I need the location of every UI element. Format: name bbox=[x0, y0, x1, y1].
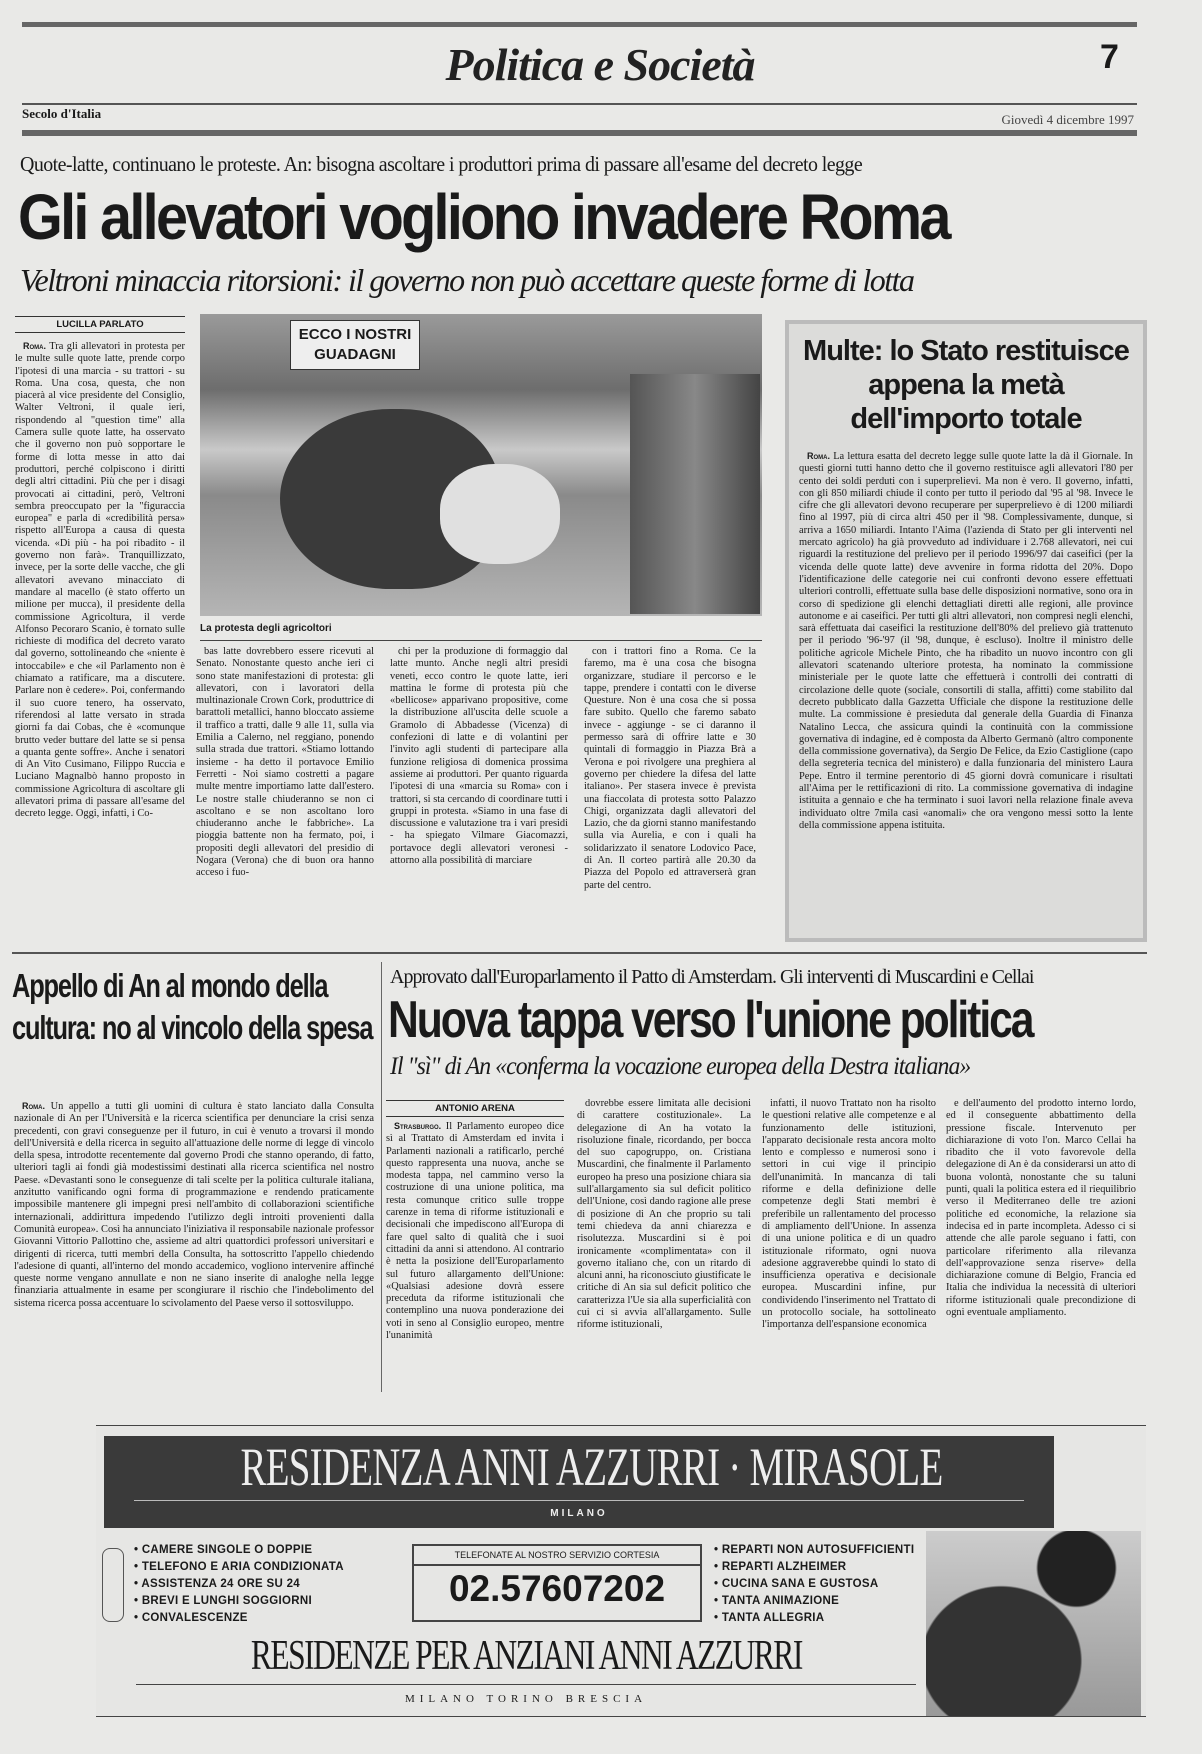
ad-phone-label: TELEFONATE AL NOSTRO SERVIZIO CORTESIA bbox=[414, 1546, 700, 1566]
page-number: 7 bbox=[1100, 38, 1119, 76]
europa-column-3: infatti, il nuovo Trattato non ha risolto le questioni relative alle competenze e al funzionamento delle istituzioni, l'apparato decisionale resta ancora molto lento e complesso e numerosi sono i settori in cui vige il principio dell'unanimità. In mancanza di tali riforme e della definizione delle competenze degli Stati membri è preferibile un rallentamento del processo di ampliamento dell'Unione. In assenza di una unione politica e di un quadro istituzionale riformato, ogni nuova adesione aggraverebbe quindi lo stato di insufficienza operativa e decisionale europea. Muscardini infine, pur condividendo l'inserimento nel Trattato di un protocollo sociale, ha sottolineato l'importanza dell'espansione economica bbox=[762, 1098, 936, 1331]
cow-patch bbox=[440, 464, 560, 564]
ad-item: • ASSISTENZA 24 ORE SU 24 bbox=[134, 1578, 300, 1590]
column-divider bbox=[381, 962, 382, 1392]
section-title: Politica e Società bbox=[445, 39, 755, 90]
lead-headline: Gli allevatori vogliono invadere Roma bbox=[18, 181, 949, 253]
sidebar-headline: Multe: lo Stato restituisce appena la metà dell'importo totale bbox=[803, 335, 1129, 435]
europa-column-4: e dell'aumento del prodotto interno lordo, ed il conseguente abbattimento della pressione fiscale. Intervenuto per dichiarazione di voto l'on. Marco Cellai ha ribadito che il voto favorevole della delegazione di An è da considerarsi un atto di buona volontà, nonostante che su taluni punti, quali la politica estera ed il riequilibrio verso il Mediterraneo delle tre azioni politiche ed economiche, la relazione sia indecisa ed in parte incompleta. Adesso ci si attende che alle parole seguano i fatti, con particolare riferimento alla rilevanza dell'«approvazione senza riserve» della dichiarazione comune di Belgio, Francia ed Italia che individua la necessità di ulteriori riforme istituzionali quale precondizione di ogni eventuale ampliamento. bbox=[946, 1098, 1136, 1319]
header-rule bbox=[22, 130, 1137, 136]
protest-sign: ECCO I NOSTRI GUADAGNI bbox=[290, 320, 420, 370]
ad-cities: MILANO TORINO BRESCIA bbox=[404, 1693, 648, 1705]
ad-item: • TANTA ALLEGRIA bbox=[714, 1612, 825, 1624]
ad-item: • REPARTI NON AUTOSUFFICIENTI bbox=[714, 1544, 915, 1556]
ad-photo bbox=[926, 1531, 1141, 1716]
photo-caption: La protesta degli agricoltori bbox=[200, 623, 332, 634]
header-rule bbox=[22, 103, 1137, 105]
ad-city: MILANO bbox=[550, 1508, 608, 1519]
ad-title: RESIDENZA ANNI AZZURRI · MIRASOLE bbox=[240, 1437, 943, 1497]
lead-kicker: Quote-latte, continuano le proteste. An: bisogna ascoltare i produttori prima di passare all'esame del decreto legge bbox=[20, 152, 863, 176]
appello-headline: Appello di An al mondo della cultura: no al vincolo della spesa bbox=[12, 967, 373, 1046]
europa-column-1: Strasburgo. Il Parlamento europeo dice sì al Trattato di Amsterdam ed invita i Parlamenti nazionali a ratificarlo, perché questo rappresenta una nuova, anche se modesta tappa, nel cammino verso la costruzione di una unione politica, ma resta comunque critico sulle troppe carenze in tema di riforme istituzionali e decisionali che impediscono all'Europa di fare quel salto di qualità che i suoi cittadini da anni si attendono. Al contrario è netta la posizione dell'Europarlamento sul futuro allargamento dell'Unione: «Qualsiasi adesione dovrà essere preceduta da riforme istituzionali che contemplino una nuova ponderazione dei voti in seno al Consiglio europeo, mentre l'unanimità bbox=[386, 1121, 564, 1342]
issue-date: Giovedì 4 dicembre 1997 bbox=[1001, 112, 1134, 127]
ad-phone-number: 02.57607202 bbox=[448, 1568, 666, 1609]
lead-photo bbox=[200, 314, 762, 616]
appello-body: Roma. Un appello a tutti gli uomini di cultura è stato lanciato dalla Consulta nazionale di An per l'Università e la ricerca scientifica per denunciare la crisi senza precedenti, con gravi conseguenze per il futuro, in cui è venuto a trovarsi il mondo dell'Università e della ricerca in seguito all'attuazione delle norme di legge di vincolo della spesa, introdotte recentemente dal governo Prodi che stanno operando, di fatto, ulteriori tagli ai fondi già modestissimi destinati alla ricerca scientifica nel nostro Paese. «Devastanti sono le conseguenze di tali scelte per la politica culturale italiana, anzitutto vanificando ogni forma di programmazione e rendendo praticamente impossibile mantenere gli impegni presi nell'ambito di collaborazioni scientifiche internazionali, addirittura impedendo l'utilizzo degli introiti provenienti dalla Comunità europea». Così ha annunciato l'iniziativa il responsabile nazionale professor Giovanni Vittorio Pallottino che, assieme ad altri quattordici professori universitari e dirigenti di ricerca, tutti membri della Consulta, ha sottoscritto l'appello chiedendo l'adesione di quanti, all'interno del mondo accademico, vogliono intervenire affinché queste norme vengano annullate e non ne siano inserite di analoghe nella legge finanziaria attualmente in esame per scongiurare il rischio che l'indebolimento del sistema ricerca possa accentuare lo scivolamento del Paese verso il sottosviluppo. bbox=[14, 1101, 374, 1309]
ad-item: • CUCINA SANA E GUSTOSA bbox=[714, 1578, 879, 1590]
lead-column-3: chi per la produzione di formaggio dal latte munto. Anche negli altri presidi veneti, ecco contro le quote latte, ieri mattina le forme di protesta più che «bellicose» apparivano propositive, come la distribuzione all'uscita delle scuole a Gramolo di Abbadesse (Vicenza) di confezioni di latte e di volantini per l'invito agli studenti di partecipare alla funzione religiosa di domenica prossima assieme ai produttori. Per quanto riguarda l'ipotesi di una «marcia su Roma» con i trattori, si sta cercando di coordinare tutti i gruppi in protesta. «Siamo in una fase di discussione e valutazione tra i vari presidi - ha spiegato Vilmare Giacomazzi, portavoce degli allevatori veronesi - attorno alla possibilità di marciare bbox=[390, 646, 568, 867]
ad-phone-box bbox=[412, 1544, 702, 1622]
europa-headline: Nuova tappa verso l'unione politica bbox=[388, 991, 1033, 1049]
europa-subhead: Il "sì" di An «conferma la vocazione europea della Destra italiana» bbox=[390, 1053, 971, 1080]
ad-right-list bbox=[714, 1542, 914, 1627]
lead-text: Tra gli allevatori in protesta per le multe sulle quote latte, prende corpo l'ipotesi di una marcia - su trattori - su Roma. Una cosa, questa, che non piacerà al vice presidente del Consiglio, Walter Veltroni, il quale ieri, rispondendo al "question time" alla Camera sulle quote latte, ha osservato che il governo non può sopportare le forme di lotta messe in atto dai produttori, perché colpiscono i diritti degli altri cittadini. Più che per i disagi provocati ai cittadini, però, Veltroni sembra preoccupato per la "figuraccia europea" e parla di «credibilità persa» rispetto all'Europa a causa di questa vicenda. «Di più - ha poi ribadito - il governo non farà». Tranquillizzato, invece, per la sorte delle vacche, che gli allevatori avevano minacciato di mandare al macello (è stato offerto un milione per mucca), il presidente della commissione Agricoltura, il verde Alfonso Pecoraro Scanio, è tornato sulle richieste di modifica del decreto varato dal governo, sottolineando che «niente è intoccabile» e che «il Parlamento non è chiamato a ratificare, ma a discutere. Parlare non è cedere». Poi, confermando il suo cuore tenero, ha osservato, riferendosi al latte versato in strada giorni fa dai Cobas, che è «comunque brutto veder buttare del latte se si pensa a quanta gente soffre». Anche i senatori di An Vito Cusimano, Filippo Ruccia e Luciano Magnalbò hanno proposto in commissione Agricoltura di ascoltare gli allevatori prima di passare all'esame del decreto legge. Oggi, infatti, i Co- bbox=[15, 341, 185, 820]
europa-column-2: dovrebbe essere limitata alle decisioni di carattere costituzionale». La delegazione di An ha votato la risoluzione finale, ricordando, per bocca del suo capogruppo, on. Cristiana Muscardini, che finalmente il Parlamento europeo ha preso una posizione chiara sia sull'allargamento sia sul deficit politico dell'Unione, così dando ragione alle prese di posizione di An che proprio su tali temi chiedeva da anni chiarezza e risolutezza. Muscardini si è poi ironicamente «complimentata» con il governo italiano che, con un ritardo di alcuni anni, ha riconosciuto giustificate le critiche di An sia sul deficit politico che caratterizza l'Ue sia alla superficialità con cui ci si avvia all'allargamento. Sulle riforme istituzionali, bbox=[577, 1098, 751, 1331]
europa-kicker: Approvato dall'Europarlamento il Patto di Amsterdam. Gli interventi di Muscardini e Cellai bbox=[390, 966, 1034, 988]
header-rule bbox=[22, 22, 1137, 27]
newspaper-name: Secolo d'Italia bbox=[22, 106, 102, 121]
lead-column-1 bbox=[15, 340, 185, 945]
ad-logo bbox=[102, 1548, 124, 1622]
ad-left-list bbox=[134, 1542, 344, 1627]
sidebar-box bbox=[785, 320, 1147, 942]
ad-item: • BREVI E LUNGHI SOGGIORNI bbox=[134, 1595, 312, 1607]
lead-author: LUCILLA PARLATO bbox=[15, 316, 185, 333]
lead-column-2: bas latte dovrebbero essere ricevuti al Senato. Nonostante questo anche ieri ci sono state manifestazioni di protesta: gli allevatori, con i lavoratori della multinazionale Crown Cork, produttrice di barattoli metallici, hanno bloccato assieme il traffico a tratti, dalle 9 alle 11, sulla via Emilia a Calerno, nel reggiano, ponendo sulla strada due trattori. «Stiamo lottando insieme - ha detto il portavoce Emilio Ferretti - Noi siamo costretti a pagare multe mentre importiamo latte dall'estero. Le nostre stalle chiuderanno se non ci ascoltano e se non ascoltano loro chiuderanno anche le fabbriche». La pioggia battente non ha fermato, poi, i propositi degli allevatori del presidio di Nogara (Verona) che di buon ora hanno acceso i fuo- bbox=[196, 646, 374, 879]
ad-item: • REPARTI ALZHEIMER bbox=[714, 1561, 847, 1573]
ad-slogan: RESIDENZE PER ANZIANI ANNI AZZURRI bbox=[250, 1633, 802, 1679]
crowd bbox=[630, 374, 760, 614]
lead-column-4: con i trattori fino a Roma. Ce la faremo, ma è una cosa che bisogna organizzare, studiare il percorso e le tappe, prendere i contatti con le diverse Questure. Non è una cosa che si possa fare subito. Quello che faremo sabato invece - aggiunge - se ci daranno il permesso sarà di offrire latte e 30 quintali di formaggio in Piazza Brà a Verona e poi rivolgere una preghiera al governo per chiedere la difesa del latte italiano». Per stasera invece è prevista una fiaccolata di protesta sotto Palazzo Chigi, organizzata dagli allevatori del Lazio, che da giorni stanno manifestando sulla via Aurelia, e con i quali ha solidarizzato il senatore Lodovico Pace, di An. Il corteo partirà alle 20.30 da Piazza del Popolo ed attraverserà gran parte del centro. bbox=[584, 646, 756, 891]
section-divider bbox=[12, 952, 1147, 954]
ad-item: • TANTA ANIMAZIONE bbox=[714, 1595, 840, 1607]
sidebar-body: Roma. La lettura esatta del decreto legge sulle quote latte la dà il Giornale. In questi giorni tutti hanno detto che il governo restituisce agli allevatori l'80 per cento dei soldi perduti con i superprelievi. Ma non è vero. Il governo, infatti, con gli 850 miliardi chiude il conto per tutto il periodo dal '95 al '98. Invece le cifre che gli allevatori devono recuperare per superprelievo è di 1200 miliardi fino al 1997, più di circa altri 450 per il '98. Complessivamente, dunque, si arriva a 1650 miliardi. Intanto l'Aima (l'azienda di Stato per gli interventi nel mercato agricolo) ha già provveduto ad individuare i 2.768 allevatori, nei cui riguardi la restituzione del prelievo per il periodo 1996/97 dai caseifici (per la vicenda delle quote latte) deve avvenire in forma ridotta del 20%. Dopo l'identificazione delle categorie nei cui confronti devono essere effettuati ulteriori controlli, effettuate sulla base delle disposizioni normative, sono ora in corso di spedizione gli elenchi dettagliati diretti alle regioni, alle province autonome e ai caseifici. Per tutti gli altri allevatori, non compresi negli elenchi, sarà effettuata dai caseifici la restituzione dell'80% del prelievo già trattenuto per il periodo '96-'97 (il '98, dunque, è escluso). Inoltre il ministro delle politiche agricole Michele Pinto, che ha ribadito un nuovo incontro con gli allevatori scatenando ulteriore protesta, ha nominato la commissione ministeriale per le quote latte che effettuerà i controlli dei contratti di circolazione delle quote (sociale, consortili di stalla, affitti) come stabilito dal decreto pubblicato dalla Gazzetta Ufficiale che dispone la restituzione delle multe. La commissione è presieduta dal generale della Guardia di Finanza Natalino Lecca, che assicura quindi la continuità con la commissione governativa di indagine, ed è composta da Alberto Germanò (altro componente della commissione governativa), da Sergio De Felice, da Ezio Castiglione (capo della segreteria tecnica del ministero) e dalla funzionaria del ministero Laura Pepe. Entro il termine perentorio di 45 giorni dovrà comunicare i risultati all'Aima per le rettificazioni di rito. La commissione governativa di indagine istituita a gennaio e che ha terminato i suoi lavori nella relazione finale aveva individuato oltre 7mila casi «anomali» che ora vengono messi sotto la lente della commissione appena istituita. bbox=[799, 451, 1133, 831]
ad-item: • CONVALESCENZE bbox=[134, 1612, 248, 1624]
ad-item: • TELEFONO E ARIA CONDIZIONATA bbox=[134, 1561, 344, 1573]
europa-author: ANTONIO ARENA bbox=[386, 1100, 564, 1117]
ad-banner bbox=[104, 1436, 1054, 1528]
advertisement bbox=[96, 1425, 1146, 1717]
lead-subhead: Veltroni minaccia ritorsioni: il governo non può accettare queste forme di lotta bbox=[20, 262, 914, 298]
ad-item: • CAMERE SINGOLE O DOPPIE bbox=[134, 1544, 313, 1556]
caption-rule bbox=[200, 640, 762, 641]
dateline: Roma. bbox=[23, 341, 46, 351]
